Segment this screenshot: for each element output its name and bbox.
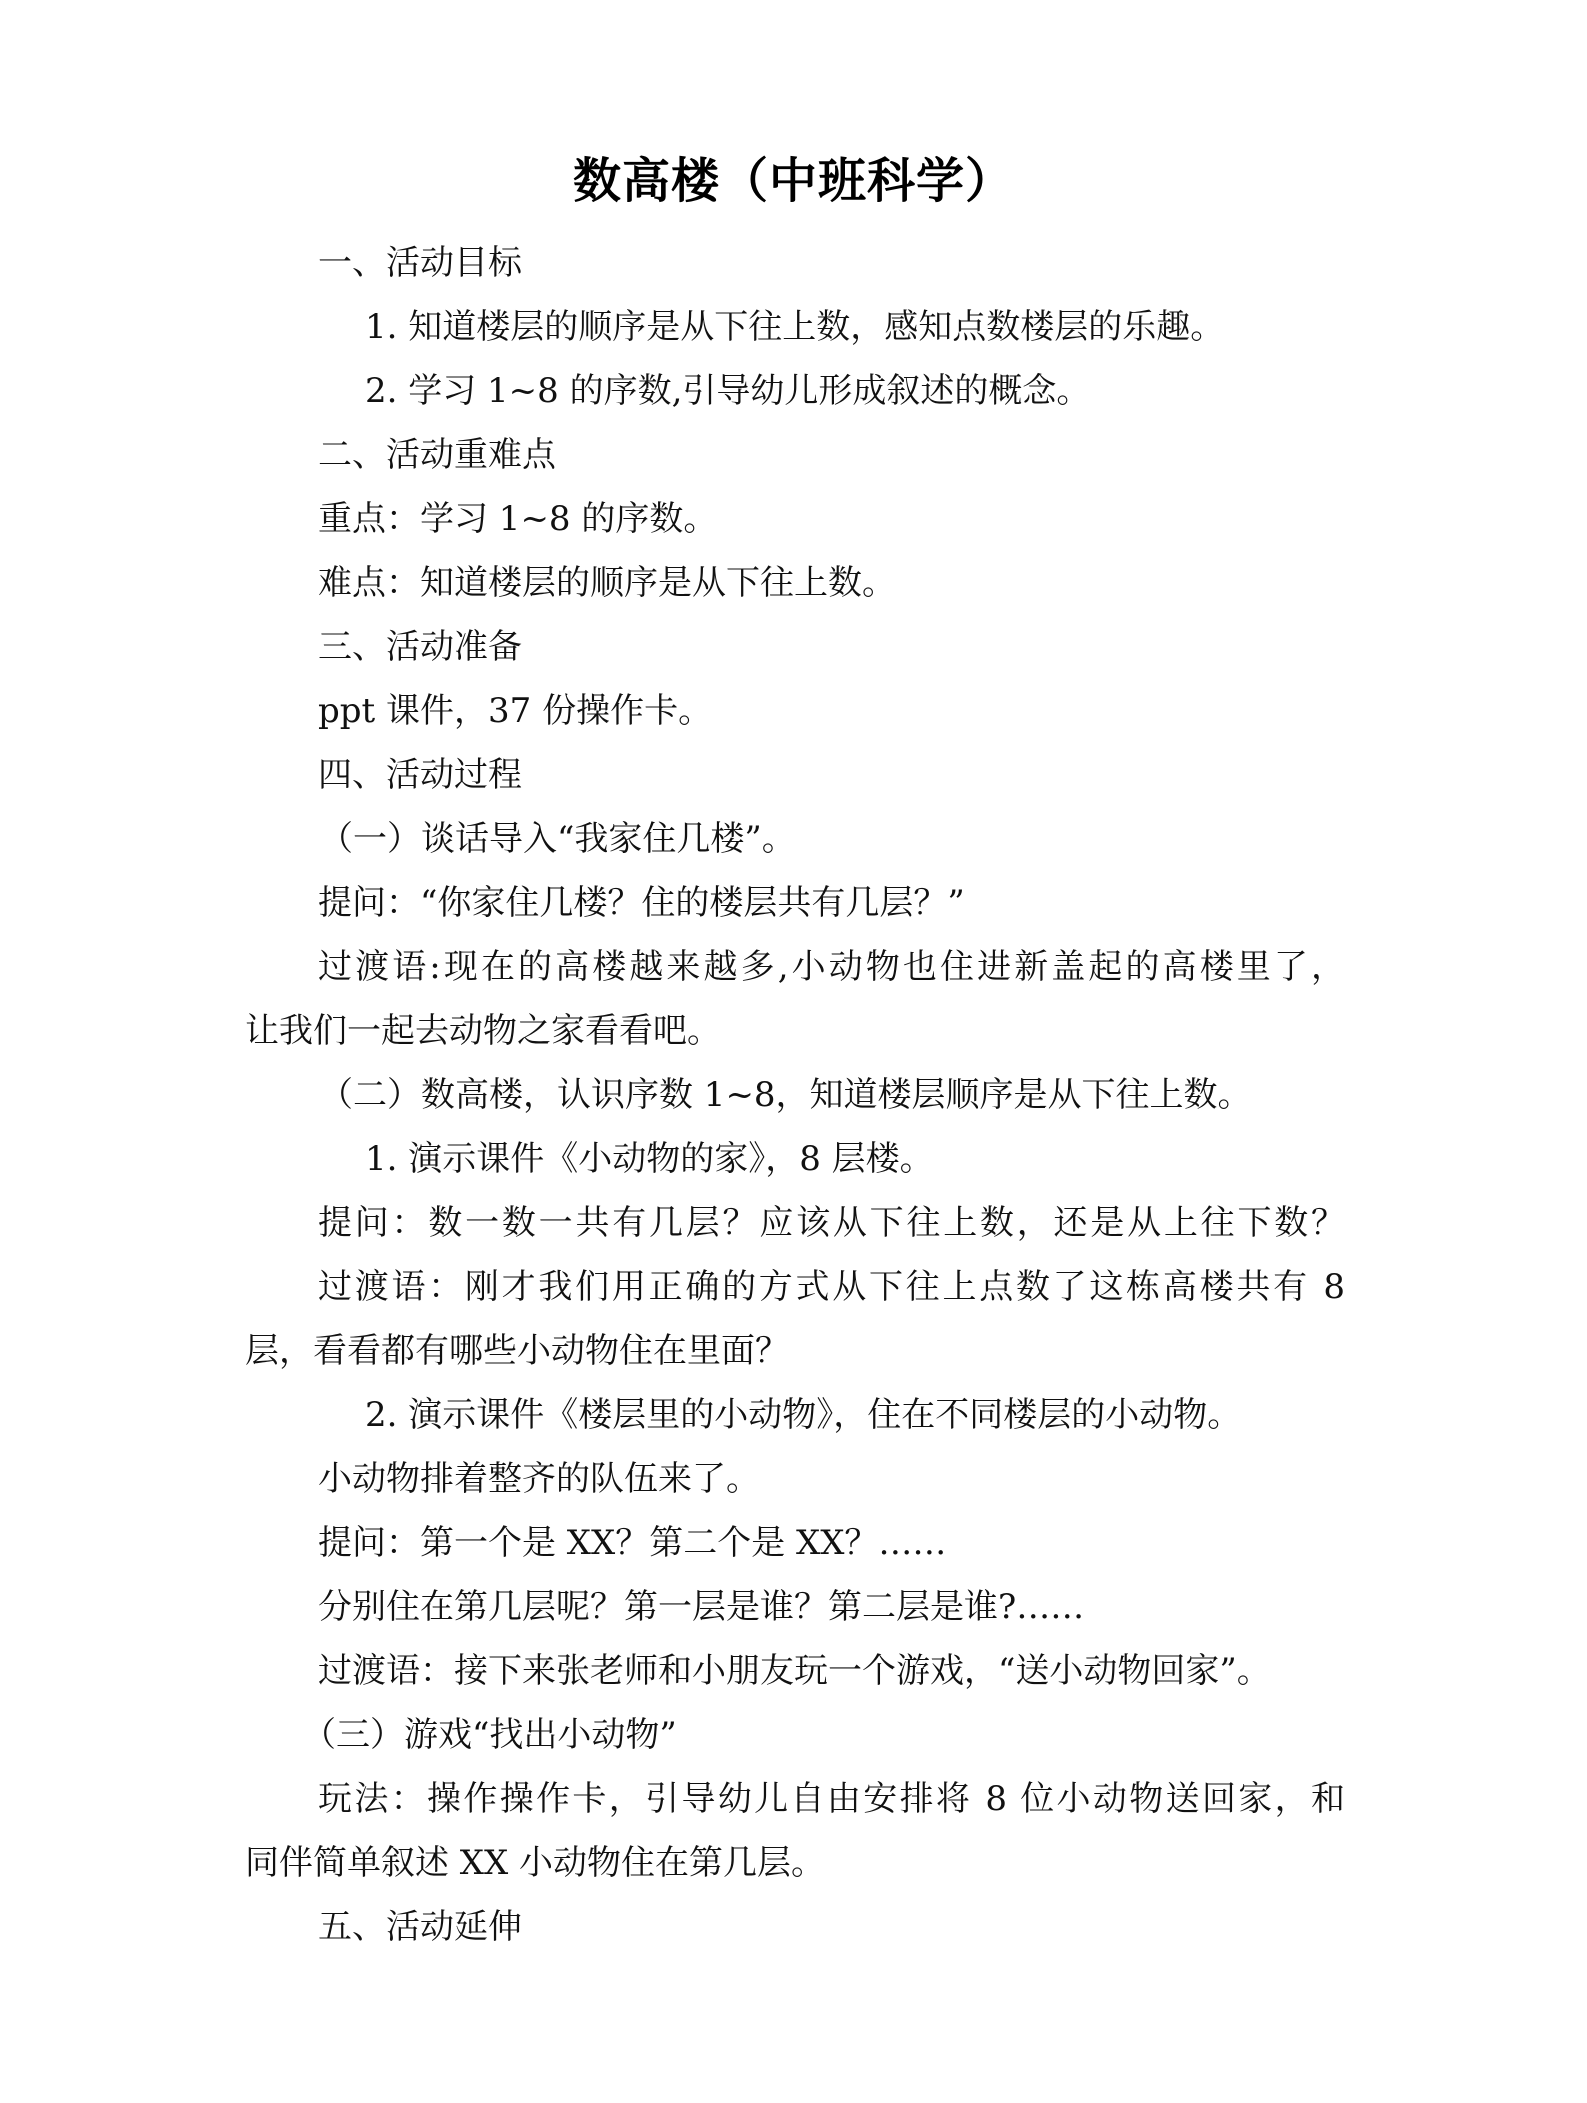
question-text-1: 提问：“你家住几楼？住的楼层共有几层？” — [318, 883, 965, 923]
transition-text-2-line1: 过渡语：刚才我们用正确的方式从下往上点数了这栋高楼共有 8 — [318, 1267, 1345, 1307]
transition-text-3: 过渡语：接下来张老师和小朋友玩一个游戏，“送小动物回家”。 — [318, 1651, 1271, 1691]
key-point-text: 重点：学习 1~8 的序数。 — [318, 499, 718, 539]
goal-item-1: 1. 知道楼层的顺序是从下往上数，感知点数楼层的乐趣。 — [365, 307, 1225, 347]
section-heading-extension: 五、活动延伸 — [318, 1907, 522, 1947]
gameplay-text-line2: 同伴简单叙述 XX 小动物住在第几层。 — [245, 1843, 826, 1883]
step-2-item-2: 2. 演示课件《楼层里的小动物》，住在不同楼层的小动物。 — [365, 1395, 1242, 1435]
question-text-4: 分别住在第几层呢？第一层是谁？第二层是谁?…… — [318, 1587, 1085, 1627]
animals-arrive-text: 小动物排着整齐的队伍来了。 — [318, 1459, 760, 1499]
gameplay-text-line1: 玩法：操作操作卡，引导幼儿自由安排将 8 位小动物送回家，和 — [318, 1779, 1345, 1819]
preparation-text: ppt 课件，37 份操作卡。 — [318, 691, 713, 731]
transition-text-1-line2: 让我们一起去动物之家看看吧。 — [245, 1011, 721, 1051]
section-heading-preparation: 三、活动准备 — [318, 627, 522, 667]
section-heading-goals: 一、活动目标 — [318, 243, 522, 283]
process-step-2-heading: （二）数高楼，认识序数 1~8，知道楼层顺序是从下往上数。 — [319, 1075, 1252, 1115]
document-title: 数高楼（中班科学） — [572, 153, 1014, 209]
question-text-2: 提问：数一数一共有几层？应该从下往上数，还是从上往下数？ — [318, 1203, 1345, 1243]
question-text-3: 提问：第一个是 XX？第二个是 XX？…… — [318, 1523, 947, 1563]
process-step-1-heading: （一）谈话导入“我家住几楼”。 — [319, 819, 796, 859]
step-2-item-1: 1. 演示课件《小动物的家》，8 层楼。 — [365, 1139, 934, 1179]
transition-text-2-line2: 层，看看都有哪些小动物住在里面？ — [245, 1331, 789, 1371]
difficult-point-text: 难点：知道楼层的顺序是从下往上数。 — [318, 563, 896, 603]
section-heading-process: 四、活动过程 — [318, 755, 522, 795]
section-heading-key-points: 二、活动重难点 — [318, 435, 556, 475]
process-step-3-heading: （三）游戏“找出小动物” — [302, 1715, 677, 1755]
transition-text-1-line1: 过渡语:现在的高楼越来越多,小动物也住进新盖起的高楼里了， — [318, 947, 1345, 987]
goal-item-2: 2. 学习 1~8 的序数,引导幼儿形成叙述的概念。 — [365, 371, 1091, 411]
